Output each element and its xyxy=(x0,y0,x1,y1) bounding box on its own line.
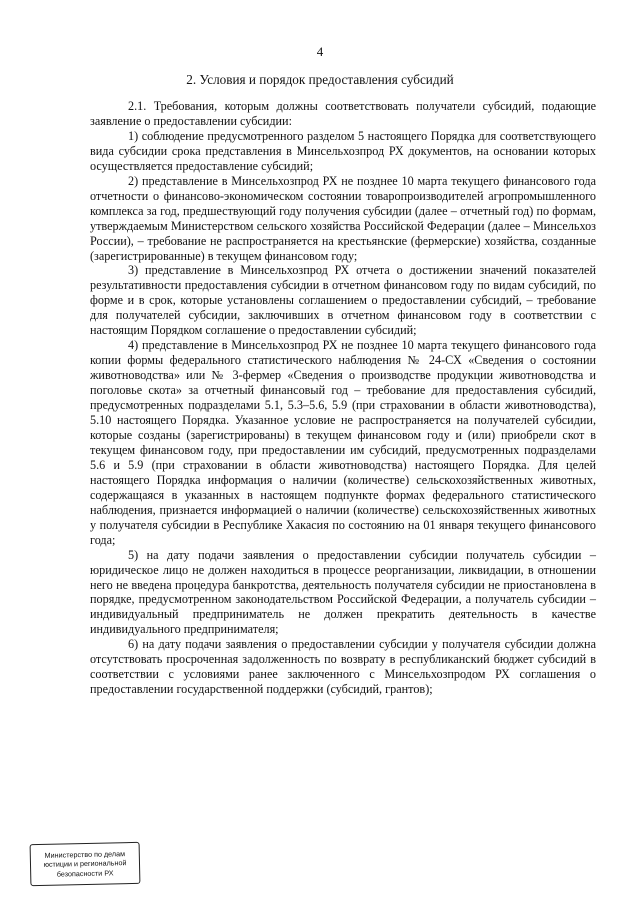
stamp-line: безопасности РХ xyxy=(56,868,114,879)
stamp-line: Министерство по делам xyxy=(44,848,126,860)
paragraph-item-2: 2) представление в Минсельхозпрод РХ не позднее 10 марта текущего финансового года отчетности о финансово-экономическом состоянии товаропроизводителей агропромышленного комплекса за год, предшествующий году получения субсидии (далее – отчетный год) по формам, утверждаемым Министерством сельского хозяйства Российской Федерации (далее – Минсельхоз России), – требование не распространяется на крестьянские (фермерские) хозяйства, созданные (зарегистрированные) в текущем финансовом году; xyxy=(90,173,596,263)
paragraph-item-4: 4) представление в Минсельхозпрод РХ не позднее 10 марта текущего финансового года копии формы федерального статистического наблюдения № 24-СХ «Сведения о состоянии животноводства» или № 3-фермер «Сведения о производстве продукции животноводства и поголовье скота» за отчетный финансовый год – требование для предоставления субсидий, предусмотренных подразделами 5.1, 5.3–5.6, 5.9 (при страховании в области животноводства), 5.10 настоящего Порядка. Указанное условие не распространяется на получателей субсидии, которые созданы (зарегистрированы) в текущем финансовом году и (или) приобрели скот в текущем финансовом году, при предоставлении им субсидий, предусмотренных подразделами 5.6 и 5.9 (при страховании в области животноводства) настоящего Порядка. Для целей настоящего Порядка информация о наличии (количестве) сельскохозяйственных животных, содержащаяся в указанных в настоящем подпункте формах федерального статистического наблюдения, признается информацией о наличии (количестве) сельскохозяйственных животных у получателя субсидии в Республике Хакасия по состоянию на 01 января текущего финансового года; xyxy=(90,338,596,547)
stamp-line: юстиции и региональной xyxy=(43,858,127,870)
document-body xyxy=(90,99,596,697)
paragraph-item-3: 3) представление в Минсельхозпрод РХ отчета о достижении значений показателей результативности предоставления субсидии в отчетном финансовом году по видам субсидий, по форме и в срок, которые установлены соглашением о предоставлении субсидий, – требование для получателей субсидии, заключивших в отчетном финансовом году в соответствии с настоящим Порядком соглашение о предоставлении субсидий; xyxy=(90,263,596,338)
page-number: 4 xyxy=(316,44,324,59)
ministry-stamp xyxy=(30,842,141,886)
paragraph-item-5: 5) на дату подачи заявления о предоставлении субсидии получатель субсидии – юридическое лицо не должен находиться в процессе реорганизации, ликвидации, в отношении него не введена процедура банкротства, деятельность получателя субсидии не приостановлена в порядке, предусмотренном законодательством Российской Федерации, а получатель субсидии – индивидуальный предприниматель не должен прекратить деятельность в качестве индивидуального предпринимателя; xyxy=(90,547,596,637)
paragraph-item-1: 1) соблюдение предусмотренного разделом 5 настоящего Порядка для соответствующего вида субсидии срока представления в Минсельхозпрод РХ документов, на основании которых осуществляется предоставление субсидий; xyxy=(90,128,596,173)
paragraph-2-1: 2.1. Требования, которым должны соответствовать получатели субсидий, подающие заявление о предоставлении субсидии: xyxy=(90,99,596,128)
section-title: 2. Условия и порядок предоставления субсидий xyxy=(186,72,454,87)
paragraph-item-6: 6) на дату подачи заявления о предоставлении субсидии у получателя субсидии должна отсутствовать просроченная задолженность по возврату в республиканский бюджет субсидий в соответствии с условиями ранее заключенного с Минсельхозпродом РХ соглашения о предоставлении государственной поддержки (субсидий, грантов); xyxy=(90,637,596,697)
